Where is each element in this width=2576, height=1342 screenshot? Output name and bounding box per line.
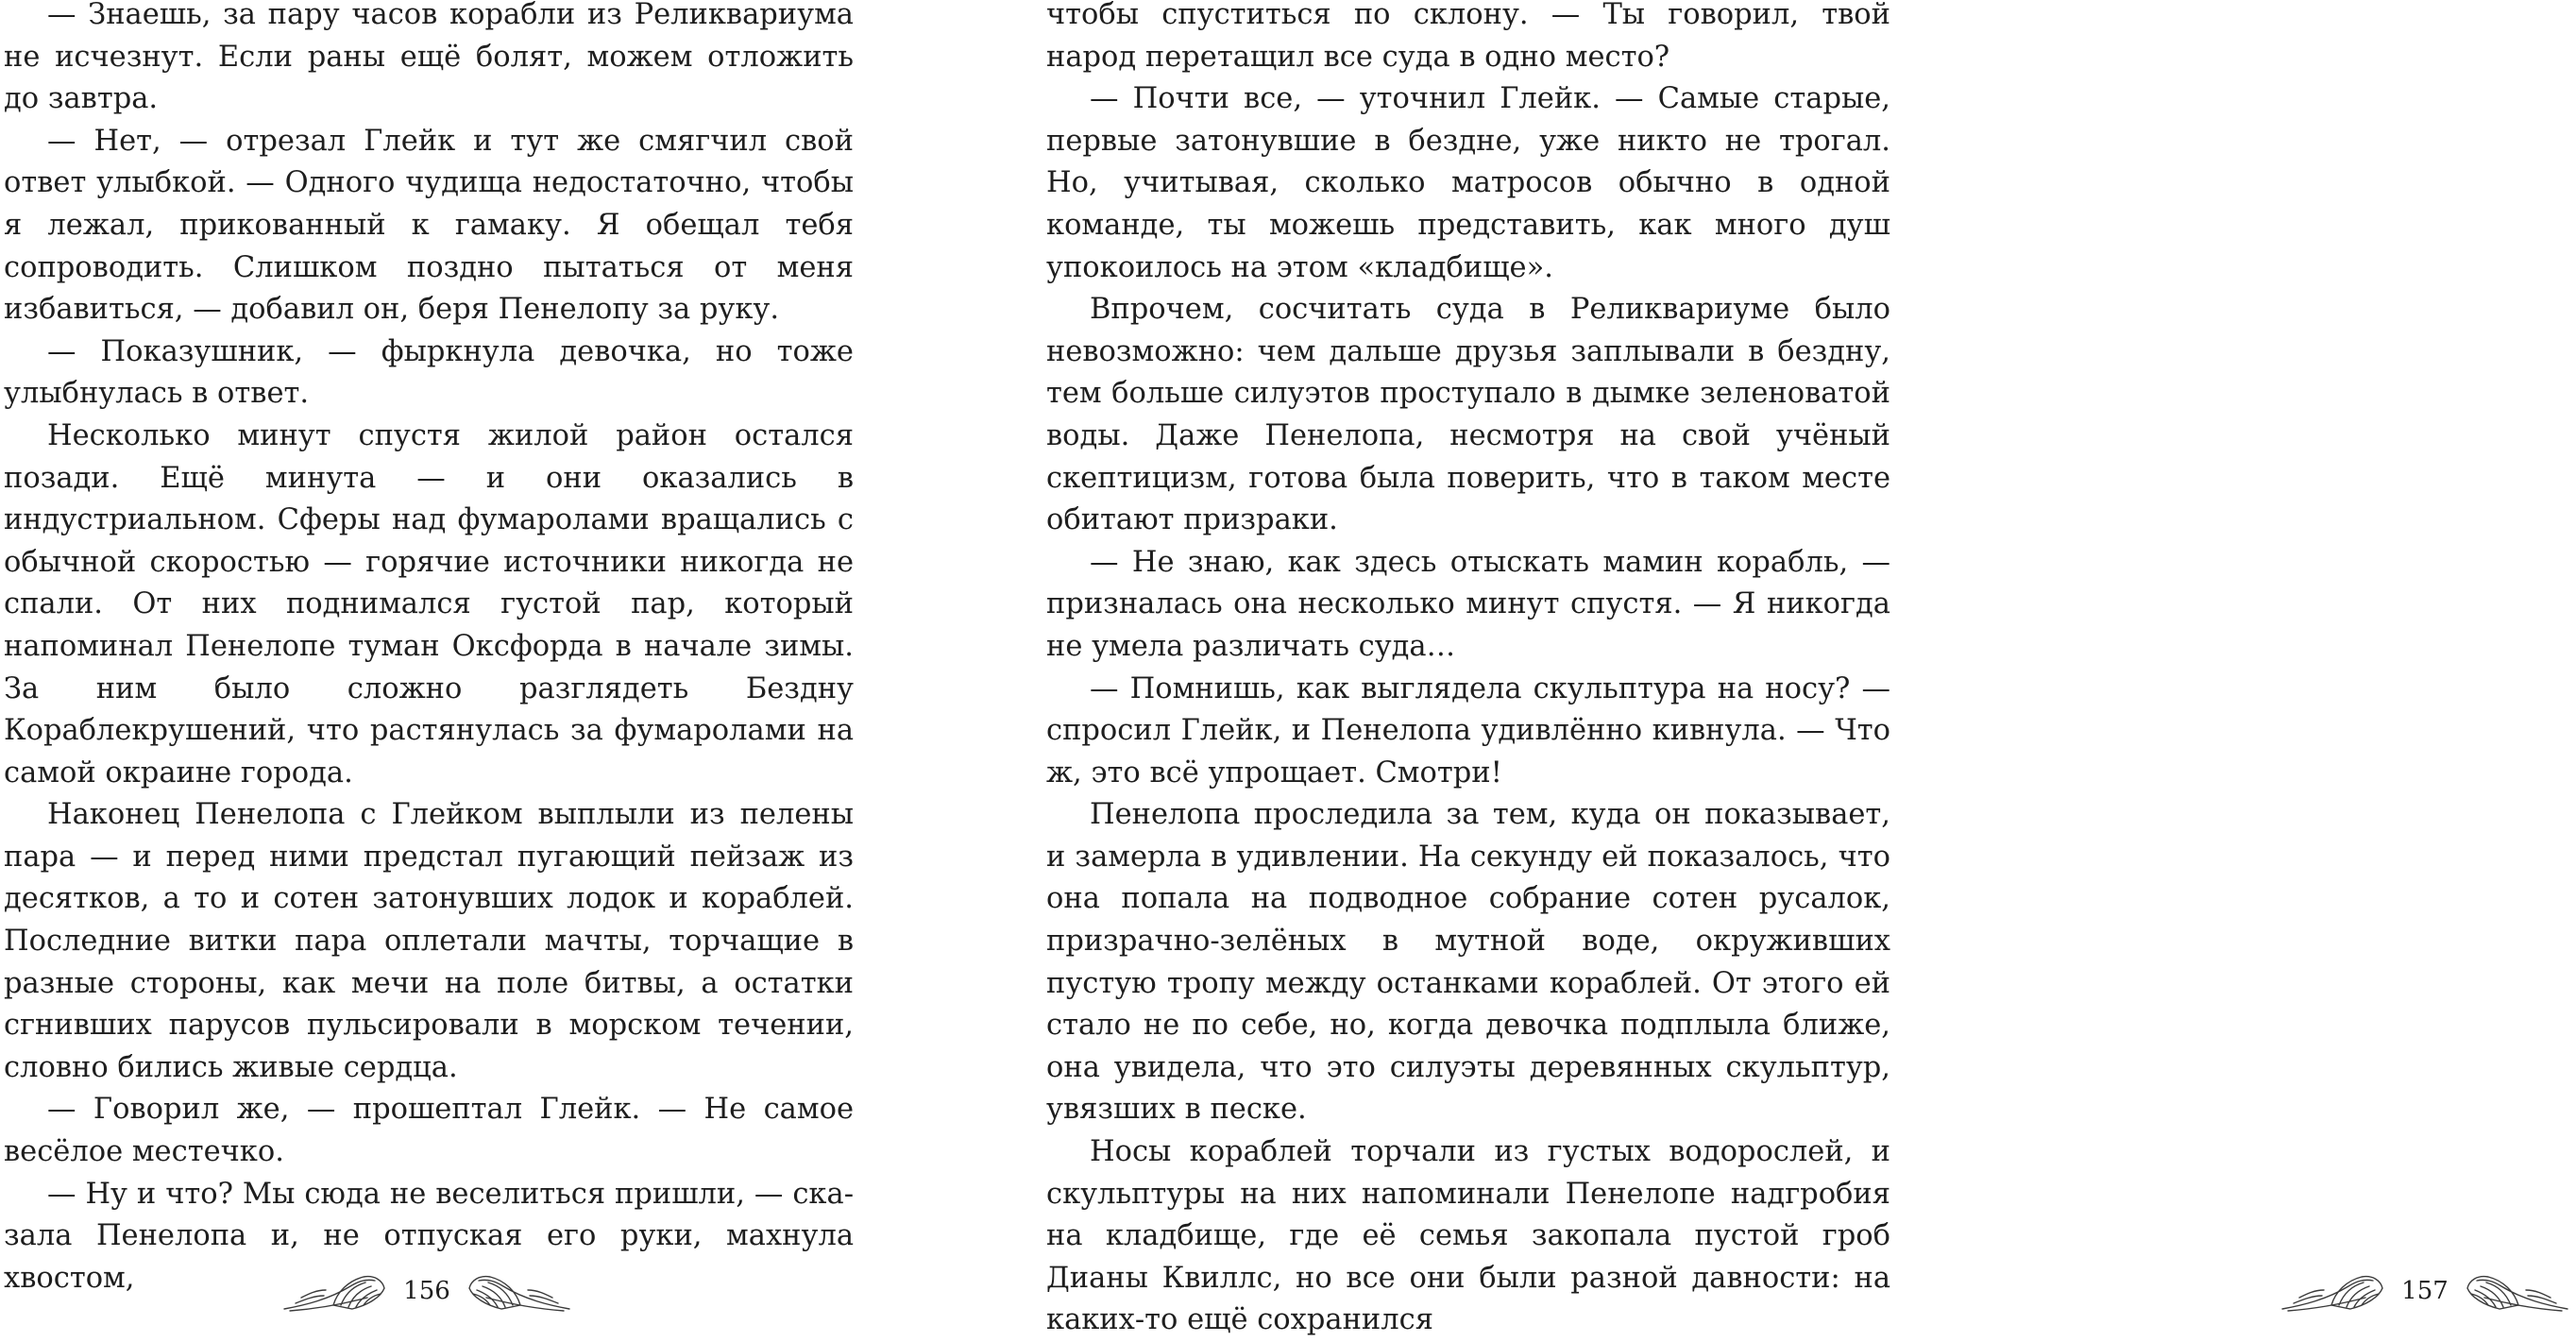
- paragraph: — Помнишь, как выглядела скульптура на носу? — спросил Глейк, и Пенелопа удивлённо кивнула. — Что ж, это всё упрощает. Смотри!: [1046, 671, 1890, 790]
- seashell-flourish-icon: [2462, 1267, 2575, 1315]
- paragraph: — Нет, — отрезал Глейк и тут же смягчил свой ответ улыбкой. — Одного чудища недостаточно, чтобы я лежал, прикованный к гамаку. Я обещал тебя сопроводить. Слишком поздно пытаться от меня избавиться, — добавил он, беря Пенелопу за руку.: [4, 124, 854, 327]
- page-number: 157: [2401, 1277, 2449, 1305]
- right-text-column: [1046, 0, 1890, 1342]
- paragraph: Несколько минут спустя жилой район остался позади. Ещё минута — и они оказались в индустриальном. Сферы над фумаролами вращались с обычной скоростью — горячие источники никогда не спали. От них поднимался густой пар, который напоминал Пенелопе туман Оксфорда в начале зимы. За ним было сложно разглядеть Бездну Кораблекрушений, что растянулась за фумаролами на самой окраине города.: [4, 418, 854, 790]
- page-footer: [276, 1267, 578, 1315]
- left-page: [0, 0, 944, 1314]
- paragraph: — Показушник, — фыркнула девочка, но тоже улыбнулась в ответ.: [4, 334, 854, 411]
- left-text-column: [4, 0, 854, 1300]
- paragraph: — Не знаю, как здесь отыскать мамин корабль, — призналась она несколько минут спустя. — Я никогда не умела различать суда…: [1046, 545, 1890, 663]
- seashell-flourish-icon: [2275, 1267, 2388, 1315]
- paragraph: — Знаешь, за пару часов корабли из Реликвариума не исчезнут. Если раны ещё болят, можем отложить до завтра.: [4, 0, 854, 116]
- right-page: [944, 0, 2449, 1337]
- page-footer: [2274, 1267, 2576, 1315]
- seashell-flourish-icon: [277, 1267, 390, 1315]
- seashell-flourish-icon: [464, 1267, 577, 1315]
- paragraph: — Говорил же, — прошептал Глейк. — Не самое весёлое местечко.: [4, 1093, 854, 1169]
- paragraph: Носы кораблей торчали из густых водорослей, и скульптуры на них напоминали Пенелопе надгробия на кладбище, где её семья закопала пустой гроб Дианы Квиллс, но все они были разной давности: на каких-то ещё сохранился: [1046, 1135, 1890, 1337]
- paragraph: — Ну и что? Мы сюда не веселиться пришли, — сказала Пенелопа и, не отпуская его руки, махнула хвостом,: [4, 1177, 854, 1295]
- paragraph: чтобы спуститься по склону. — Ты говорил, твой народ перетащил все суда в одно место?: [1046, 0, 1890, 74]
- page-number: 156: [403, 1277, 450, 1305]
- paragraph: Наконец Пенелопа с Глейком выплыли из пелены пара — и перед ними предстал пугающий пейзаж из десятков, а то и сотен затонувших лодок и кораблей. Последние витки пара оплетали мачты, торчащие в разные стороны, как мечи на поле битвы, а остатки сгнивших парусов пульсировали в морском течении, словно бились живые сердца.: [4, 798, 854, 1084]
- paragraph: — Почти все, — уточнил Глейк. — Самые старые, первые затонувшие в бездне, уже никто не трогал. Но, учитывая, сколько матросов обычно в одной команде, ты можешь представить, как много душ упокоилось на этом «кладбище».: [1046, 82, 1890, 284]
- paragraph: Впрочем, сосчитать суда в Реликвариуме было невозможно: чем дальше друзья заплывали в бездну, тем больше силуэтов проступало в дымке зеленоватой воды. Даже Пенелопа, несмотря на свой учёный скептицизм, готова была поверить, что в таком месте обитают призраки.: [1046, 293, 1890, 537]
- paragraph: Пенелопа проследила за тем, куда он показывает, и замерла в удивлении. На секунду ей показалось, что она попала на подводное собрание сотен русалок, призрачно-зелёных в мутной воде, окруживших пустую тропу между останками кораблей. От этого ей стало не по себе, но, когда девочка подплыла ближе, она увидела, что это силуэты деревянных скульптур, увязших в песке.: [1046, 798, 1890, 1127]
